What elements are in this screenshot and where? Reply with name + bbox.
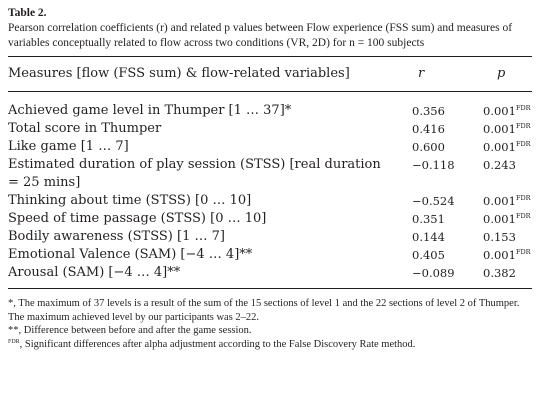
bottom-rule [8,288,532,289]
row-p: $0.001^{FDR}$ [483,140,531,154]
row-r: 0.405 [412,248,445,262]
table-caption: Pearson correlation coefficients (r) and related p values between Flow experience (FSS sum) and measures of variables conceptually related to flow across two conditions (VR, 2D) for n = 100 subjects [8,22,513,49]
row-p: $0.001^{FDR}$ [483,248,531,262]
row-r: 0.416 [412,122,445,136]
row-measure: Bodily awareness (STSS) [1 … 7] [8,229,225,244]
row-p: $0.001^{FDR}$ [483,104,531,118]
table-row [8,246,532,264]
row-r: −0.524 [412,194,455,208]
row-r: 0.356 [412,104,445,118]
table-row [8,264,532,282]
table-row [8,192,532,210]
row-measure: Speed of time passage (STSS) [0 … 10] [8,211,267,226]
table-row [8,156,532,192]
table-body [8,92,532,288]
footnote: *, The maximum of 37 levels is a result of the sum of the 15 sections of level 1 and the 22 sections of level 2 of Thumper. The maximum achieved level by our participants was 2–22. [8,298,520,323]
table-row [8,228,532,246]
table-footnotes [8,297,530,351]
row-p: 0.153 [483,230,516,244]
row-p: $0.001^{FDR}$ [483,122,531,136]
row-measure: Like game [1 … 7] [8,139,129,154]
row-measure: Arousal (SAM) [−4 … 4]** [8,265,181,280]
row-r: 0.351 [412,212,445,226]
table-row [8,102,532,120]
row-measure: Thinking about time (STSS) [0 … 10] [8,193,252,208]
row-p: 0.243 [483,158,516,172]
table-label: Table 2. [8,7,47,19]
footnote: $^{FDR}$, Significant differences after alpha adjustment according to the False Discovery Rate method. [8,338,416,350]
row-measure: Total score in Thumper [8,121,162,136]
row-r: 0.600 [412,140,445,154]
header-r: r [418,66,425,81]
row-measure: Achieved game level in Thumper [1 … 37]* [8,103,292,118]
row-p: $0.001^{FDR}$ [483,212,531,226]
table-row [8,210,532,228]
row-measure: Estimated duration of play session (STSS) [real duration = 25 mins] [8,157,381,190]
table-row [8,138,532,156]
row-p: 0.382 [483,266,516,280]
row-r: 0.144 [412,230,445,244]
table-row [8,120,532,138]
header-p: p [497,66,506,81]
row-r: −0.089 [412,266,455,280]
footnote: **, Difference between before and after the game session. [8,325,252,336]
header-measures: Measures [flow (FSS sum) & flow-related variables] [8,66,350,81]
row-p: $0.001^{FDR}$ [483,194,531,208]
row-measure: Emotional Valence (SAM) [−4 … 4]** [8,247,253,262]
row-r: −0.118 [412,158,455,172]
table-header [8,57,532,91]
